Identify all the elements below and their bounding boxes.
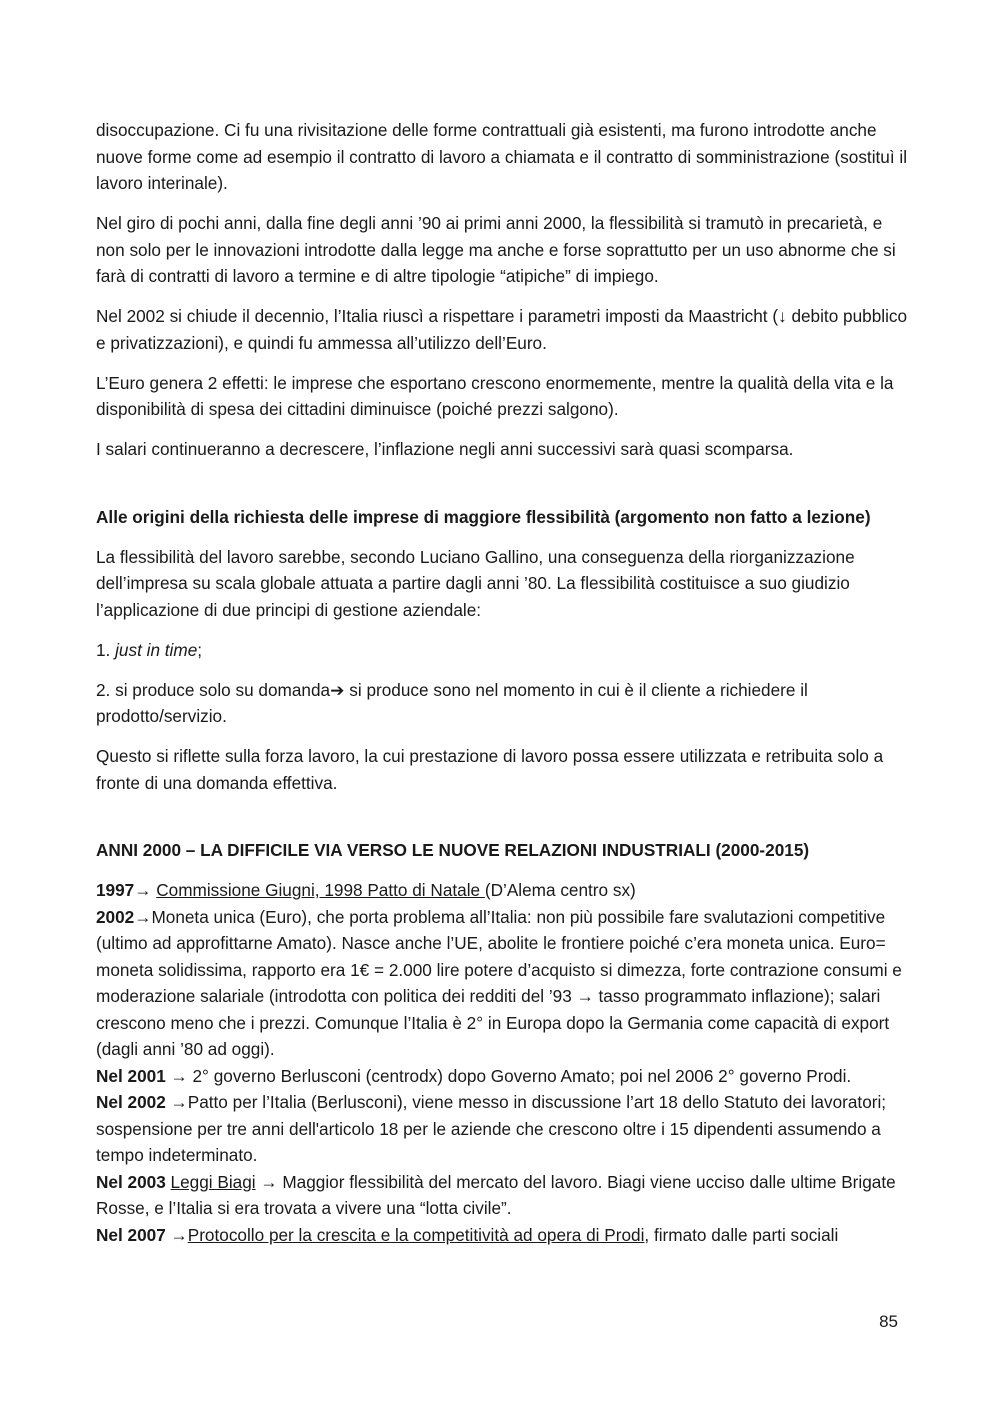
timeline-text: →Patto per l’Italia (Berlusconi), viene messo in discussione l’art 18 dello Statuto dei lavoratori; sospensione per tre anni dell'articolo 18 per le aziende che crescono oltre i 15 dipendenti assumendo a tempo indeterminato. — [96, 1092, 887, 1165]
timeline-year: 1997 — [96, 880, 135, 900]
list-item-just-in-time — [96, 637, 908, 664]
timeline-text: (D’Alema centro sx) — [484, 880, 636, 900]
list-punct: ; — [197, 639, 203, 660]
timeline-year: Nel 2003 — [96, 1171, 166, 1192]
arrow-right-icon: → — [134, 880, 157, 900]
underlined-text: Commissione Giugni, 1998 Patto di Natale — [156, 880, 485, 900]
paragraph-precarity: Nel giro di pochi anni, dalla fine degli anni ’90 ai primi anni 2000, la flessibilità si tramutò in precarietà, e non solo per le innovazioni introdotte dalla legge ma anche e forse soprattutto per un uso abnorme che si farà di contratti di lavoro a termine e di altre tipologie “atipiche” di impiego. — [96, 213, 896, 286]
paragraph-gallino: La flessibilità del lavoro sarebbe, secondo Luciano Gallino, una conseguenza della riorganizzazione dell’impresa su scala globale attuata a partire dagli anni ’80. La flessibilità costituisce a suo giudizio l’applicazione di due principi di gestione aziendale: — [96, 546, 855, 620]
timeline-year: Nel 2001 — [96, 1065, 166, 1086]
paragraph-euro-effects: L’Euro genera 2 effetti: le imprese che esportano crescono enormemente, mentre la qualità della vita e la disponibilità di spesa dei cittadini diminuisce (poiché prezzi salgono). — [96, 372, 894, 419]
timeline-entry-2001 — [96, 1063, 908, 1090]
paragraph-contracts: disoccupazione. Ci fu una rivisitazione delle forme contrattuali già esistenti, ma furono introdotte anche nuove forme come ad esempio il contratto di lavoro a chiamata e il contratto di somministrazione (sostituì il lavoro interinale). — [96, 120, 908, 193]
list-number: 1. — [96, 639, 116, 660]
timeline-text: , firmato dalle parti sociali — [644, 1224, 839, 1245]
paragraph-maastricht: Nel 2002 si chiude il decennio, l’Italia riuscì a rispettare i parametri imposti da Maastricht (↓ debito pubblico e privatizzazioni), e quindi fu ammessa all’utilizzo dell’Euro. — [96, 306, 908, 353]
timeline-text: → Maggior flessibilità del mercato del lavoro. Biagi viene ucciso dalle ultime Brigate Rosse, e l’Italia si era trovata a vivere una “lotta civile”. — [96, 1171, 896, 1218]
list-item-on-demand — [96, 677, 908, 730]
list-item-text-rest: si produce sono nel momento in cui è il cliente a richiedere il prodotto/servizio. — [96, 679, 808, 726]
section-heading-flexibility: Alle origini della richiesta delle imprese di maggiore flessibilità (argomento non fatto a lezione) — [96, 506, 871, 527]
timeline-entry-2002-patto — [96, 1089, 908, 1169]
timeline-year: 2002 — [96, 906, 135, 927]
underlined-text: Protocollo per la crescita e la competitività ad opera di Prodi — [187, 1224, 645, 1245]
section-heading-anni-2000: ANNI 2000 – LA DIFFICILE VIA VERSO LE NUOVE RELAZIONI INDUSTRIALI (2000-2015) — [96, 840, 810, 860]
timeline-entry-1997 — [96, 877, 908, 904]
list-item-text: just in time — [115, 639, 198, 660]
paragraph-workforce: Questo si riflette sulla forza lavoro, la cui prestazione di lavoro possa essere utilizzata e retribuita solo a fronte di una domanda effettiva. — [96, 746, 884, 793]
timeline-year: Nel 2002 — [96, 1092, 166, 1112]
paragraph-wages: I salari continueranno a decrescere, l’inflazione negli anni successivi sarà quasi scomparsa. — [96, 439, 794, 459]
timeline-year: Nel 2007 — [96, 1224, 166, 1245]
timeline-entry-2002-euro — [96, 904, 908, 1063]
timeline-text: →Moneta unica (Euro), che porta problema all’Italia: non più possibile fare svalutazioni competitive (ultimo ad approfittarne Amato). Nasce anche l’UE, abolite le frontiere poiché c’era moneta unica. Euro= moneta solidissima, rapporto era 1€ = 2.000 lire potere d’acquisto si dimezza, forte contrazione consumi e moderazione salariale (introdotta con politica dei redditi del ’93 → tasso programmato inflazione); salari crescono meno che i prezzi. Comunque l’Italia è 2° in Europa dopo la Germania come capacità di export (dagli anni ’80 ad oggi). — [96, 906, 902, 1059]
page-number: 85 — [879, 1312, 898, 1331]
document-page — [96, 117, 908, 1248]
timeline-entry-2003 — [96, 1169, 908, 1222]
underlined-text: Leggi Biagi — [170, 1171, 256, 1192]
timeline-text: → 2° governo Berlusconi (centrodx) dopo Governo Amato; poi nel 2006 2° governo Prodi. — [165, 1065, 852, 1086]
list-item-text: 2. si produce solo su domanda — [96, 679, 331, 700]
arrow-right-icon: → — [165, 1224, 188, 1245]
timeline-entry-2007 — [96, 1222, 908, 1249]
timeline — [96, 877, 908, 1248]
arrow-right-icon: ➔ — [330, 679, 345, 700]
